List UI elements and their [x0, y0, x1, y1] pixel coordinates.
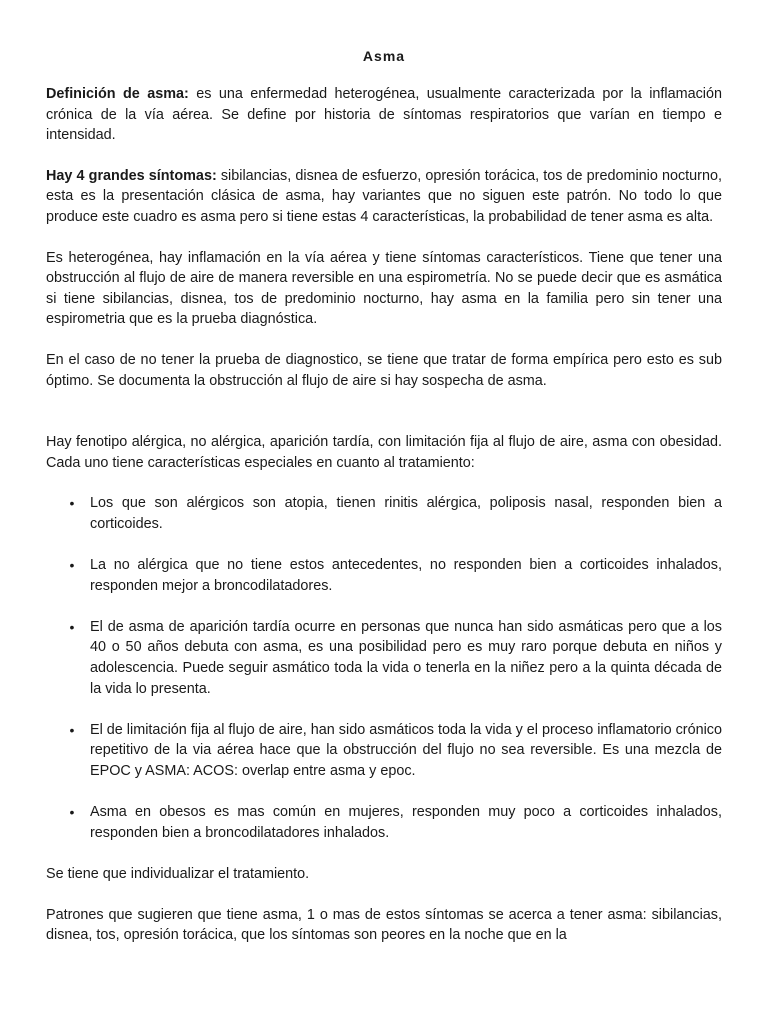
paragraph-empirical: En el caso de no tener la prueba de diagnostico, se tiene que tratar de forma empírica pero esto es sub óptimo. Se documenta la obstrucción al flujo de aire si hay sospecha de asma. [46, 351, 722, 389]
phenotype-list [46, 493, 722, 843]
list-item [46, 493, 722, 534]
bullet-icon: • [69, 721, 75, 738]
list-item-text: Asma en obesos es mas común en mujeres, responden muy poco a corticoides inhalados, responden bien a broncodilatadores inhalados. [90, 804, 722, 841]
paragraph-patterns: Patrones que sugieren que tiene asma, 1 o mas de estos síntomas se acerca a tener asma: sibilancias, disnea, tos, opresión torácica, que los síntomas son peores en la noche que en la [46, 906, 722, 944]
list-item [46, 555, 722, 596]
paragraph-phenotypes: Hay fenotipo alérgica, no alérgica, aparición tardía, con limitación fija al flujo de aire, asma con obesidad. Cada uno tiene características especiales en cuanto al tratamiento: [46, 434, 722, 471]
list-item [46, 802, 722, 843]
list-item-text: El de asma de aparición tardía ocurre en personas que nunca han sido asmáticas pero que a los 40 o 50 años debuta con asma, es una posibilidad pero es muy raro porque debuta en niños y adolescencia. Puede seguir asmático toda la vida o tenerla en la niñez pero a la quinta década de la vida lo presenta. [90, 618, 722, 697]
paragraph-definition [46, 84, 722, 146]
document-title: Asma [362, 48, 406, 64]
paragraph-heterogeneous: Es heterogénea, hay inflamación en la vía aérea y tiene síntomas característicos. Tiene que tener una obstrucción al flujo de aire de manera reversible en una espirometría. No se puede decir que es asmática si tiene sibilancias, disnea, tos de predominio nocturno, hay asma en la familia pero sin tener una espirometria que es la prueba diagnóstica. [46, 249, 722, 328]
bullet-icon: • [69, 804, 75, 821]
bullet-icon: • [69, 618, 75, 635]
symptoms-text: sibilancias, disnea de esfuerzo, opresión torácica, tos de predominio nocturno, esta es la presentación clásica de asma, hay variantes que no siguen este patrón. No todo lo que produce este cuadro es asma pero si tiene estas 4 características, la probabilidad de tener asma es alta. [46, 167, 722, 225]
bullet-icon: • [69, 557, 75, 574]
symptoms-lead: Hay 4 grandes síntomas: [46, 167, 217, 184]
list-item-text: La no alérgica que no tiene estos antecedentes, no responden bien a corticoides inhalados, responden mejor a broncodilatadores. [90, 557, 722, 594]
list-item [46, 720, 722, 782]
bullet-icon: • [69, 495, 75, 512]
definition-text: es una enfermedad heterogénea, usualmente caracterizada por la inflamación crónica de la vía aérea. Se define por historia de síntomas respiratorios que varían en tiempo e intensidad. [46, 86, 722, 144]
paragraph-symptoms [46, 166, 722, 228]
list-item-text: Los que son alérgicos son atopia, tienen rinitis alérgica, poliposis nasal, responden bien a corticoides. [90, 495, 722, 532]
definition-lead: Definición de asma: [46, 86, 189, 102]
paragraph-individualize: Se tiene que individualizar el tratamiento. [46, 866, 310, 882]
list-item-text: El de limitación fija al flujo de aire, han sido asmáticos toda la vida y el proceso inflamatorio crónico repetitivo de la via aérea hace que la obstrucción del flujo no sea reversible. Es una mezcla de EPOC y ASMA: ACOS: overlap entre asma y epoc. [90, 721, 722, 780]
list-item [46, 617, 722, 699]
